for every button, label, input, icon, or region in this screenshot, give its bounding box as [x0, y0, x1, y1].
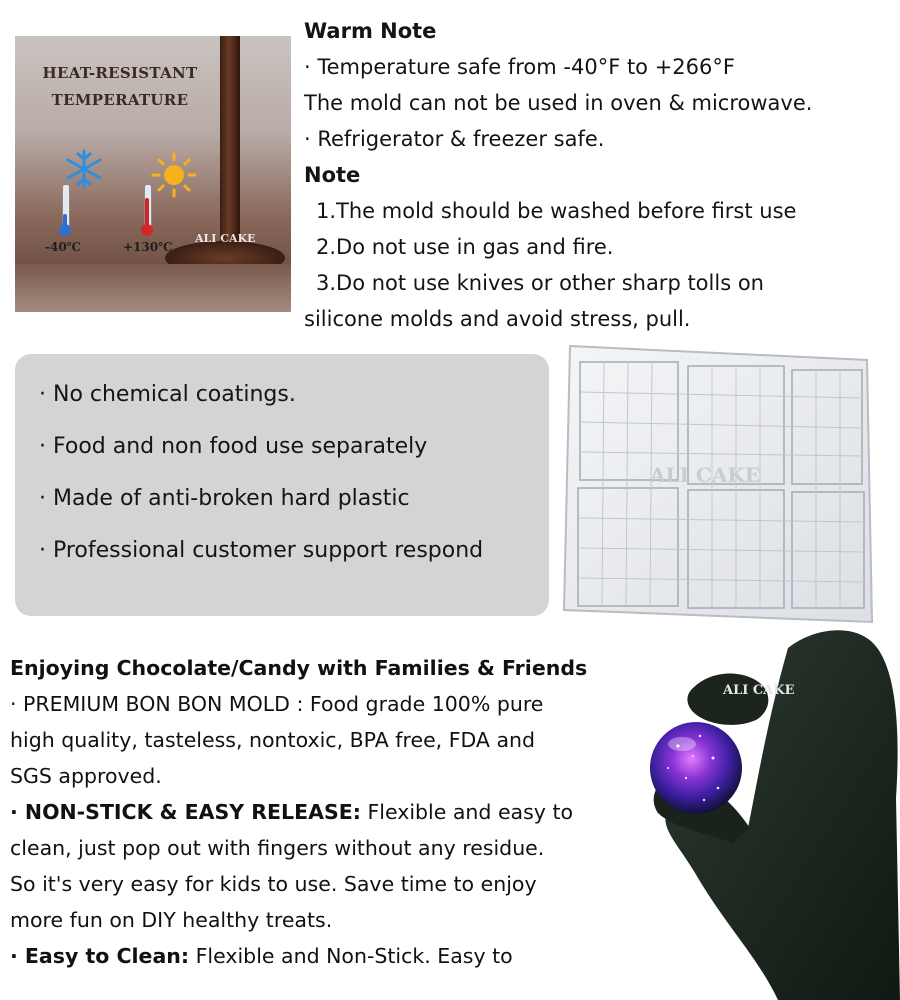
watermark: ALI CAKE — [195, 232, 256, 245]
glove-watermark: ALI CAKE — [723, 683, 795, 698]
heat-resistant-photo — [15, 36, 291, 312]
feature-item-1: · No chemical coatings. — [39, 382, 296, 407]
premium-line1: · PREMIUM BON BON MOLD : Food grade 100% pure — [10, 692, 544, 716]
premium-line3: SGS approved. — [10, 764, 162, 788]
note-item-3: 3.Do not use knives or other sharp tolls on — [316, 271, 764, 295]
warm-note-heading: Warm Note — [304, 19, 437, 43]
photo-title-line2: TEMPERATURE — [51, 91, 189, 109]
hot-temp-label: +130℃ — [123, 240, 173, 254]
note-item-3-cont: silicone molds and avoid stress, pull. — [304, 307, 691, 331]
gloved-hand-bonbon-photo — [638, 628, 900, 1000]
feature-item-2: · Food and non food use separately — [39, 434, 428, 459]
galaxy-bonbon — [650, 722, 742, 814]
nonstick-line1 — [10, 794, 573, 830]
warm-note-line1: · Temperature safe from -40°F to +266°F — [304, 55, 735, 79]
warm-note-line3: · Refrigerator & freezer safe. — [304, 127, 605, 151]
nonstick-line4: more fun on DIY healthy treats. — [10, 908, 333, 932]
note-item-1: 1.The mold should be washed before first use — [316, 199, 797, 223]
nonstick-line3: So it's very easy for kids to use. Save time to enjoy — [10, 872, 537, 896]
features-box — [15, 354, 549, 616]
photo-title-line1: HEAT-RESISTANT — [42, 64, 198, 82]
feature-item-4: · Professional customer support respond — [39, 538, 484, 563]
cold-thermometer-icon — [59, 184, 71, 240]
nonstick-text1: Flexible and easy to — [360, 800, 574, 824]
feature-item-3: · Made of anti-broken hard plastic — [39, 486, 410, 511]
premium-line2: high quality, tasteless, nontoxic, BPA free, FDA and — [10, 728, 536, 752]
note-item-2: 2.Do not use in gas and fire. — [316, 235, 614, 259]
cold-temp-label: -40℃ — [45, 240, 82, 254]
sun-icon — [151, 152, 197, 198]
clean-title: · Easy to Clean: — [10, 944, 190, 968]
nonstick-line2: clean, just pop out with fingers without any residue. — [10, 836, 545, 860]
hot-thermometer-icon — [141, 184, 153, 240]
mold-watermark: ALI CAKE — [650, 463, 760, 487]
warm-note-line2: The mold can not be used in oven & microwave. — [304, 91, 813, 115]
mold-tray — [15, 264, 291, 312]
bottom-heading: Enjoying Chocolate/Candy with Families & Friends — [10, 656, 588, 680]
clean-line1 — [10, 938, 513, 974]
clean-text1: Flexible and Non-Stick. Easy to — [189, 944, 513, 968]
note-heading: Note — [304, 163, 361, 187]
chocolate-bar-mold-photo — [562, 340, 877, 625]
nonstick-title: · NON-STICK & EASY RELEASE: — [10, 800, 361, 824]
